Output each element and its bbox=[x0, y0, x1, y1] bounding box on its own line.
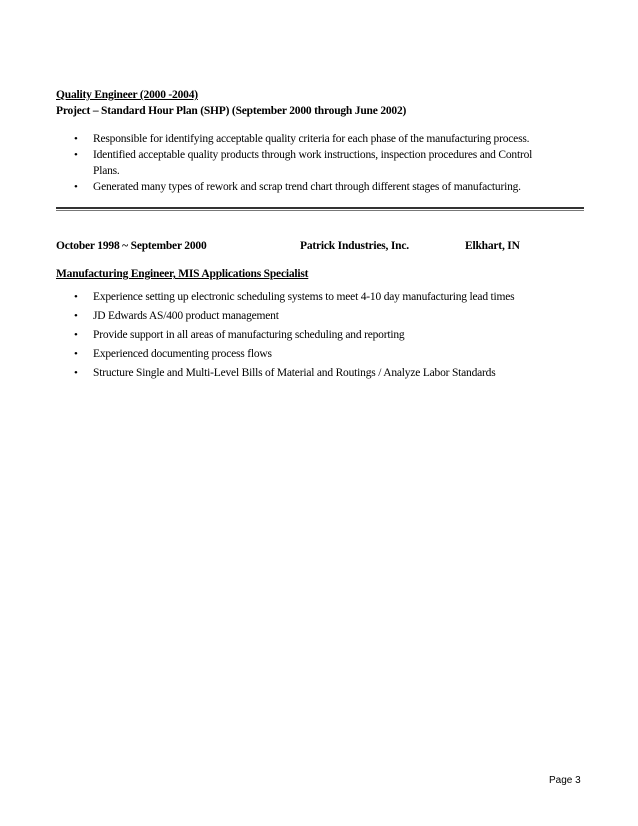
list-item: • Responsible for identifying acceptable quality criteria for each phase of the manufacturing process. bbox=[74, 133, 530, 145]
page-number: Page 3 bbox=[549, 775, 581, 786]
employment-dates: October 1998 ~ September 2000 bbox=[56, 240, 207, 252]
list-item: • Experienced documenting process flows bbox=[74, 348, 272, 360]
bullet-icon: • bbox=[74, 329, 78, 341]
bullet-icon: • bbox=[74, 367, 78, 379]
list-item: • Experience setting up electronic scheduling systems to meet 4-10 day manufacturing lead times bbox=[74, 291, 515, 303]
list-item: • JD Edwards AS/400 product management bbox=[74, 310, 279, 322]
section-divider bbox=[56, 207, 584, 209]
list-item-continuation: Plans. bbox=[93, 165, 120, 177]
bullet-icon: • bbox=[74, 133, 78, 145]
list-item: • Structure Single and Multi-Level Bills of Material and Routings / Analyze Labor Standards bbox=[74, 367, 496, 379]
quality-engineer-bullets bbox=[74, 131, 574, 195]
bullet-icon: • bbox=[74, 291, 78, 303]
bullet-icon: • bbox=[74, 310, 78, 322]
list-item: • Provide support in all areas of manufacturing scheduling and reporting bbox=[74, 329, 405, 341]
bullet-icon: • bbox=[74, 348, 78, 360]
list-item: • Generated many types of rework and scrap trend chart through different stages of manufacturing. bbox=[74, 181, 521, 193]
manufacturing-engineer-bullets bbox=[74, 289, 574, 381]
section-divider-thin bbox=[56, 210, 584, 211]
job-title-manufacturing-engineer: Manufacturing Engineer, MIS Applications Specialist bbox=[56, 268, 309, 280]
list-item: • Identified acceptable quality products through work instructions, inspection procedures and Control bbox=[74, 149, 533, 161]
company-name: Patrick Industries, Inc. bbox=[300, 240, 409, 252]
bullet-icon: • bbox=[74, 181, 78, 193]
project-heading: Project – Standard Hour Plan (SHP) (September 2000 through June 2002) bbox=[56, 105, 407, 117]
bullet-icon: • bbox=[74, 149, 78, 161]
job-title-quality-engineer: Quality Engineer (2000 -2004) bbox=[56, 89, 198, 101]
company-location: Elkhart, IN bbox=[465, 240, 520, 252]
